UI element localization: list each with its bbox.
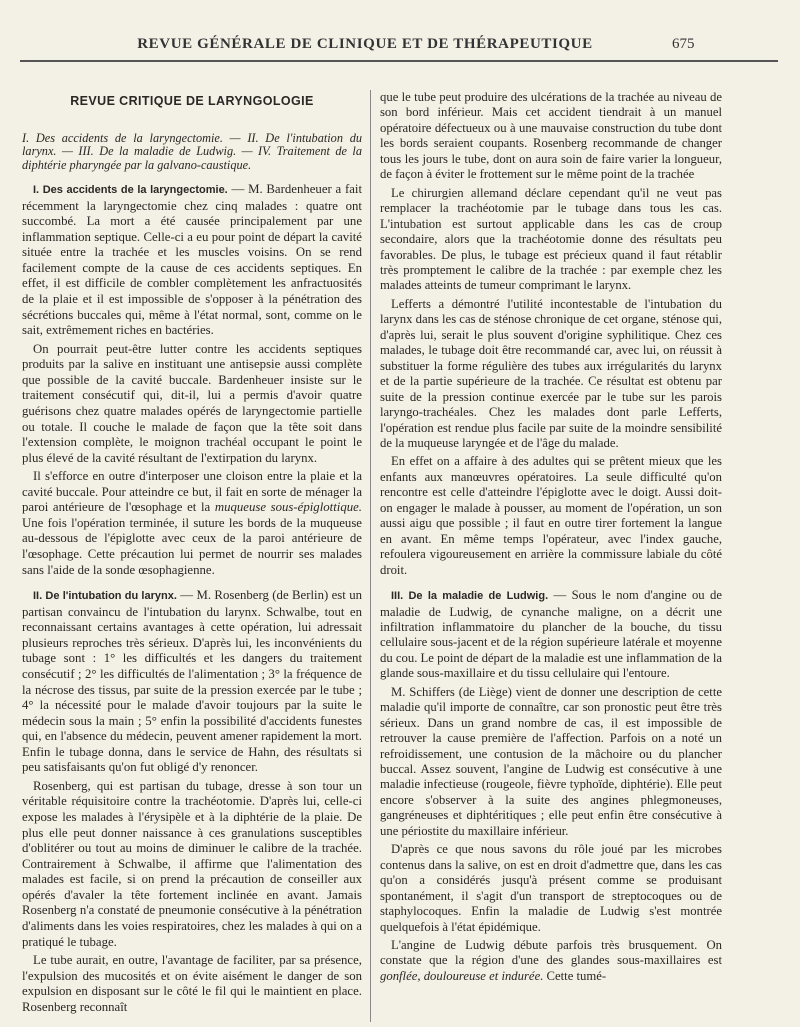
paragraph [22,469,362,578]
left-column [22,90,362,1018]
paragraph [380,938,722,984]
paragraph-text: Cette tumé- [546,968,607,983]
paragraph [380,588,722,682]
header-rule [20,60,778,62]
paragraph: Le tube aurait, en outre, l'avantage de faciliter, par sa présence, l'expulsion des mucosités et on évite aisément le danger de son expulsion en disposant sur le côté le fil qui le maintient en place. Rosenberg reconnaît [22,953,362,1014]
emphasis-text: gonflée, douloureuse et indurée. [380,968,544,983]
paragraph [22,182,362,339]
section-heading-ludwig: III. De la maladie de Ludwig. [391,590,549,603]
paragraph: D'après ce que nous savons du rôle joué par les microbes contenus dans la salive, on est en droit d'admettre que, dans les cas qu'on a considérés jusqu'à présent comme se produisant spontanément, il s'agit d'un transport de streptocoques ou de staphylocoques. Enfin la maladie de Ludwig s'est montrée quelquefois à l'état épidémique. [380,842,722,934]
article-summary [22,132,362,173]
paragraph-text: — M. Rosenberg (de Berlin) est un partisan convaincu de l'intubation du larynx. Schwalbe, tout en reconnaissant certains avantages à cette opération, lui adressait plusieurs reproches très sérieux. D'après lui, les inconvénients du tubage sont : 1° les difficultés et les dangers du traitement consécutif ; 2° les difficultés de l'alimentation ; 3° la fréquence de la nécrose des tissus, par suite de la pression exercée par le tube ; 4° la nécessité pour le malade d'avoir toujours par la suite le médecin sous la main ; 5° enfin la possibilité d'accidents funestes qui, en l'absence du médecin, peuvent amener rapidement la mort. Enfin le tubage donna, dans le service de Hahn, des résultats si peu satisfaisants qu'on fut obligé d'y renoncer. [22,588,363,775]
section-title: REVUE CRITIQUE DE LARYNGOLOGIE [70,94,314,108]
paragraph-text: L'angine de Ludwig débute parfois très brusquement. On constate que la région d'une des glandes sous-maxillaires est [380,938,722,968]
column-divider [370,90,371,1022]
summary-text: I. Des accidents de la laryngectomie. — II. De l'intubation du larynx. — III. De la maladie de Ludwig. — IV. Traitement de la diphtérie pharyngée par la galvano-caustique. [22,130,362,172]
right-column [380,90,722,987]
section-heading-intubation: II. De l'intubation du larynx. [33,590,177,603]
running-title: REVUE GÉNÉRALE DE CLINIQUE ET DE THÉRAPEUTIQUE [137,36,593,52]
paragraph: M. Schiffers (de Liège) vient de donner une description de cette maladie qu'il importe de connaître, car son pronostic peut être très sérieux. Dans un grand nombre de cas, il est impossible de retrouver la cause première de l'affection. Parfois on a noté un refroidissement, une contusion de la mâchoire ou du plancher buccal. Assez souvent, l'angine de Ludwig est consécutive à une maladie infectieuse (rougeole, fièvre typhoïde, diphtérie). Elle peut encore s'observer à la suite des angines phlegmoneuses, gangréneuses et diphtéritiques ; elle peut enfin être consécutive à une périostite du maxillaire inférieur. [380,684,722,838]
section-heading-laryngectomie: I. Des accidents de la laryngectomie. [33,184,228,197]
paragraph: que le tube peut produire des ulcérations de la trachée au niveau de son bord inférieur. Mais cet accident tiendrait à un manuel opératoire défectueux ou à une mauvaise construction du tube dont les bords seraient coupants. Rosenberg recommande de changer tous les jours le tube, dont on aura soin de faire varier la longueur, de façon à éviter le frottement sur le même point de la trachée [380,90,722,182]
emphasis-text: muqueuse sous-épiglottique. [214,500,362,515]
paragraph-text: — M. Bardenheuer a fait récemment la laryngectomie chez cinq malades : quatre ont succombé. La mort a été causée principalement par une inflammation septique. Celle-ci a eu pour point de départ la cavité située entre la trachée et les muscles voisins. On se rend facilement compte de la cause de ces accidents septiques. En effet, il est difficile de combler complètement les anfractuosités de la plaie et il est impossible de s'opposer à la pénétration des sécrétions buccales qui, même à l'état normal, sont, comme on le sait, extrêmement riches en bactéries. [22,182,363,338]
paragraph: On pourrait peut-être lutter contre les accidents septiques produits par la salive en instituant une antisepsie aussi complète que possible de la cavité buccale. Bardenheuer insiste sur le traitement consécutif qui, dit-il, lui a permis d'avoir quatre guérisons chez quatre malades opérés de laryngectomie partielle ou totale. Il couche le malade de façon que la tête soit dans l'extension complète, le moignon trachéal occupant le point le plus élevé de la cavité résultant de l'extirpation du larynx. [22,341,362,465]
page-header [0,0,800,70]
paragraph [22,588,362,776]
page-number: 675 [672,36,695,52]
paragraph: Le chirurgien allemand déclare cependant qu'il ne veut pas remplacer la trachéotomie par le tubage dans tous les cas. L'intubation est surtout applicable dans les cas de croup secondaire, alors que la trachéotomie donne des résultats peu favorables. De plus, le tubage est précieux quand il faut rétablir très promptement le calibre de la trachée : par exemple chez les malades atteints de tumeur comprimant le larynx. [380,185,722,293]
paragraph-text: — Sous le nom d'angine ou de maladie de Ludwig, de cynanche maligne, on a décrit une infiltration inflammatoire du plancher de la bouche, du tissu cellulaire sous-jacent et de la région supérieure latérale et moyenne du cou. Le point de départ de la maladie est une inflammation de la glande sous-maxillaire et du tissu cellulaire qui l'entoure. [380,588,723,681]
paragraph: Lefferts a démontré l'utilité incontestable de l'intubation du larynx dans les cas de sténose chronique de cet organe, sténose qui, d'après lui, serait le plus souvent d'origine syphilitique. Chez ces malades, le tubage doit être recommandé car, avec lui, on réussit à substituer la forme régulière des tubes aux irrégularités du larynx et de la partie supérieure de la trachée. Ce résultat est obtenu par suite de la pression continue exercée par le tube sur les parois laryngo-trachéales. Chez les malades dont parle Lefferts, l'opération est rendue plus facile par suite de la moindre sensibilité de la muqueuse laryngée et de l'âge du malade. [380,296,722,450]
paragraph: En effet on a affaire à des adultes qui se prêtent mieux que les enfants aux manœuvres opératoires. La seule difficulté qu'on rencontre est celle d'atteindre l'épiglotte avec le doigt. Aussi doit-on engager le malade à pousser, au moment de l'opération, un son aussi aigu que possible ; il faut en outre tirer fortement la langue en avant. En même temps l'opérateur, avec l'index gauche, refoulera vigoureusement en arrière la commissure labiale du côté droit. [380,454,722,577]
paragraph-text: Il s'efforce en outre d'interposer une cloison entre la plaie et la cavité buccale. Pour atteindre ce but, il fait en sorte de ménager la paroi antérieure de l'œsophage et la [22,469,362,515]
paragraph: Rosenberg, qui est partisan du tubage, dresse à son tour un véritable réquisitoire contre la trachéotomie. D'après lui, celle-ci expose les malades à l'érysipèle et à la diphtérie de la plaie. De plus elle peut donner naissance à ces granulations susceptibles d'oblitérer ou tout au moins de diminuer le calibre de la trachée. Contrairement à Schwalbe, il affirme que l'alimentation des malades est facile, si on prend la précaution de conseiller aux opérés d'avaler la tête fortement inclinée en avant. Jamais Rosenberg n'a constaté de pneumonie consécutive à la pénétration d'aliments dans les voies respiratoires, chez les malades à qui on a pratiqué le tubage. [22,778,362,949]
paragraph-text: Une fois l'opération terminée, il suture les bords de la muqueuse au-dessous de l'épiglotte avec ceux de la paroi antérieure de l'œsophage. Cette précaution lui permet de nourrir ses malades sans l'aide de la sonde œsophagienne. [22,515,362,577]
